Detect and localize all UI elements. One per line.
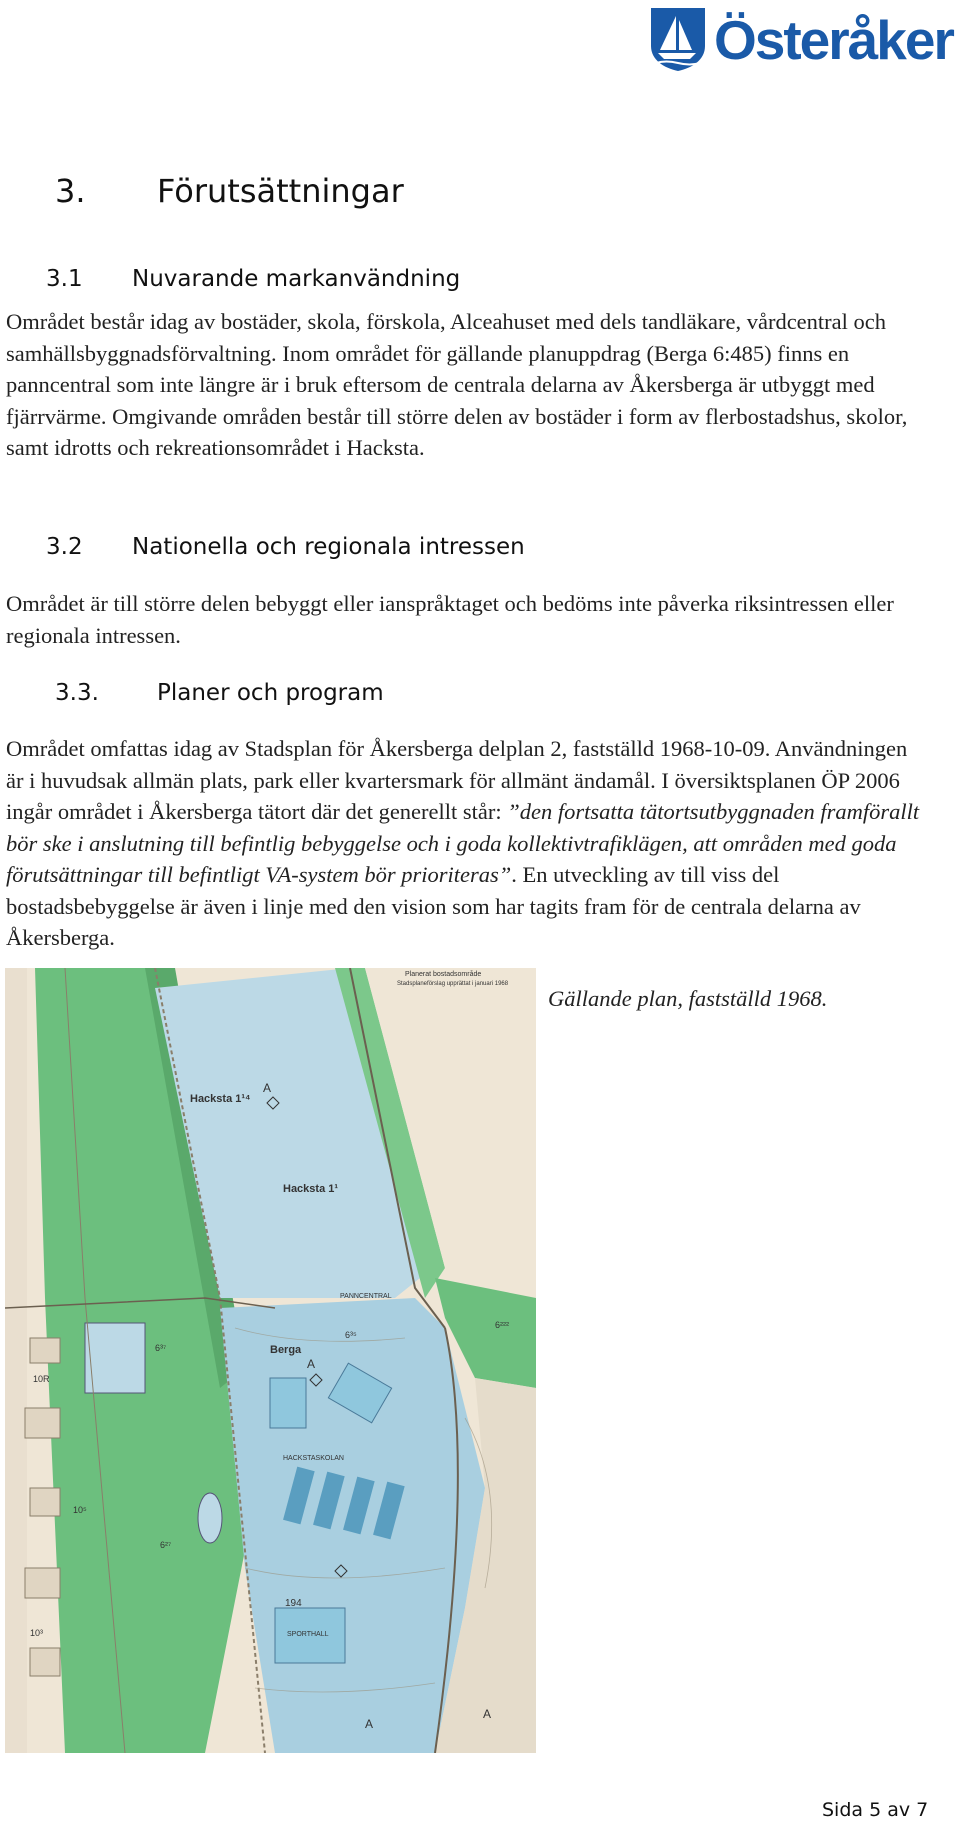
subsection-title: Nuvarande markanvändning	[132, 266, 461, 292]
paragraph-text: . En utveckling av till viss del bostadsbebyggelse är även i linje med den vision som har tagits fram för de centrala delarna av Åkersberga.	[6, 862, 861, 950]
logo-wordmark: Österåker	[714, 9, 953, 71]
map-label: A	[365, 1717, 374, 1731]
map-label: Hacksta 1¹	[283, 1183, 339, 1195]
subsection-number: 3.1	[46, 266, 83, 292]
map-label: 194	[285, 1598, 302, 1609]
section-number: 3.	[55, 172, 86, 210]
paragraph-intressen: Området är till större delen bebyggt eller ianspråktaget och bedöms inte påverka riksintressen eller regionala intressen.	[6, 591, 894, 648]
map-label: 10R	[33, 1374, 50, 1384]
paragraph-text: Området omfattas idag av Stadsplan för Åkersberga delplan 2, fastställd 1968-10-09. Användningen är i huvudsak allmän plats, park eller kvartersmark för allmänt ändamål. I översiktsplanen ÖP 2006 ingår området i Åkersberga tätort där det generellt står:	[6, 736, 908, 824]
paragraph-planer	[6, 733, 921, 954]
section-title: Förutsättningar	[157, 172, 404, 210]
osteraker-logo	[648, 6, 960, 74]
map-label: A	[483, 1707, 492, 1721]
map-label: 10⁵	[73, 1505, 87, 1515]
logo-shield-icon	[648, 6, 708, 72]
page-number: Sida 5 av 7	[822, 1799, 929, 1821]
map-label: Planerat bostadsområde	[405, 971, 482, 978]
map-caption: Gällande plan, fastställd 1968.	[548, 986, 828, 1011]
map-label: 6³⁷	[155, 1343, 167, 1353]
map-label: 6³⁵	[345, 1330, 357, 1340]
quote-text: ”den fortsatta tätortsutbyggnaden framförallt bör ske i anslutning till befintlig bebyggelse och i goda kollektivtrafiklägen, att områden med goda förutsättningar till befintligt VA-system bör prioriteras”	[6, 799, 920, 887]
map-label: Stadsplaneförslag upprättat i januari 1968	[397, 981, 509, 987]
zoning-plan-map	[5, 968, 536, 1753]
map-label: A	[263, 1081, 272, 1095]
map-label: 6²⁷	[160, 1540, 172, 1550]
map-label: HACKSTASKOLAN	[283, 1455, 344, 1462]
map-label: PANNCENTRAL	[340, 1293, 392, 1300]
subsection-title: Nationella och regionala intressen	[132, 534, 525, 560]
map-label: 6²²²	[495, 1320, 509, 1330]
subsection-title: Planer och program	[157, 680, 384, 706]
subsection-number: 3.2	[46, 534, 83, 560]
map-label: 10³	[30, 1628, 44, 1638]
subsection-number: 3.3.	[55, 680, 99, 706]
map-drawing	[5, 968, 536, 1753]
map-label: SPORTHALL	[287, 1631, 329, 1638]
map-label: A	[307, 1357, 316, 1371]
map-label: Berga	[270, 1344, 302, 1356]
paragraph-markanvandning: Området består idag av bostäder, skola, förskola, Alceahuset med dels tandläkare, vårdcentral och samhällsbyggnadsförvaltning. Inom området för gällande planuppdrag (Berga 6:485) finns en panncentral som inte längre är i bruk eftersom de centrala delarna av Åkersberga är utbyggt med fjärrvärme. Omgivande områden består till större delen av bostäder i form av flerbostadshus, skolor, samt idrotts och rekreationsområdet i Hacksta.	[6, 309, 908, 460]
map-label: Hacksta 1¹⁴	[190, 1093, 251, 1105]
